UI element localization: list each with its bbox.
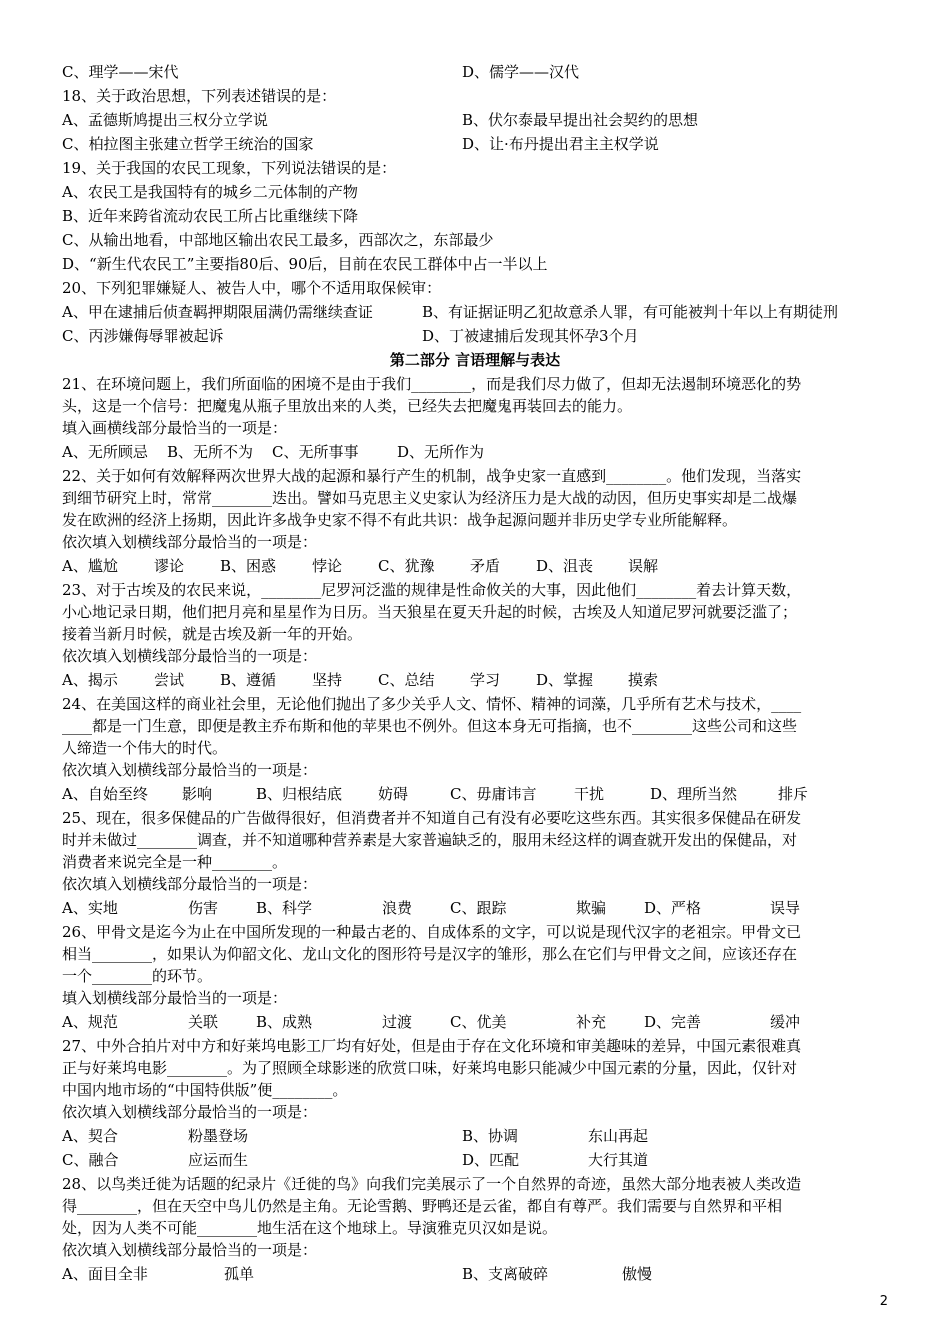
q24-option-b-word2: 妨碍 [378, 785, 409, 803]
q26-options [62, 1012, 892, 1032]
q18-option-c: C、柏拉图主张建立哲学王统治的国家 [62, 135, 314, 153]
q17-option-d: D、儒学——汉代 [462, 63, 580, 81]
q19-option-a: A、农民工是我国特有的城乡二元体制的产物 [62, 183, 358, 201]
q23-option-d-word1: D、掌握 [536, 671, 594, 689]
q28-options [62, 1264, 892, 1284]
q27-options-row2 [62, 1150, 892, 1170]
q24-option-c-word2: 干扰 [574, 785, 605, 803]
q23-prompt: 依次填入划横线部分最恰当的一项是： [62, 647, 318, 665]
q24-stem-line2: ____都是一门生意，即便是教主乔布斯和他的苹果也不例外。但这本身无可指摘，也不________这些公司和这些 [62, 717, 798, 735]
q23-option-b-word1: B、遵循 [220, 671, 277, 689]
q23-options [62, 670, 892, 690]
q26-option-d-word2: 缓冲 [770, 1013, 801, 1031]
q24-option-d-word1: D、理所当然 [650, 785, 738, 803]
q22-option-c-word1: C、犹豫 [378, 557, 435, 575]
q18-option-b: B、伏尔泰最早提出社会契约的思想 [462, 111, 699, 129]
q26-stem-line2: 相当________，如果认为仰韶文化、龙山文化的图形符号是汉字的雏形，那么在它们与甲骨文之间，应该还存在 [62, 945, 798, 963]
q21-stem-line1: 21、在环境问题上，我们所面临的困境不是由于我们________，而是我们尽力做了，但却无法遏制环境恶化的势 [62, 375, 802, 393]
q27-option-b-word1: B、协调 [462, 1127, 519, 1145]
q24-option-a-word2: 影响 [182, 785, 213, 803]
q27-option-b-word2: 东山再起 [588, 1127, 649, 1145]
q27-option-d-word1: D、匹配 [462, 1151, 520, 1169]
q23-option-a-word1: A、揭示 [62, 671, 118, 689]
q24-option-c-word1: C、毋庸讳言 [450, 785, 537, 803]
q24-prompt: 依次填入划横线部分最恰当的一项是： [62, 761, 318, 779]
q24-option-a-word1: A、自始至终 [62, 785, 148, 803]
q26-option-b-word1: B、成熟 [256, 1013, 313, 1031]
q26-prompt: 填入划横线部分最恰当的一项是： [62, 989, 288, 1007]
q18-stem: 18、关于政治思想，下列表述错误的是： [62, 87, 337, 105]
q26-option-a-word2: 关联 [188, 1013, 219, 1031]
section-heading: 第二部分 言语理解与表达 [389, 351, 561, 369]
q23-stem-line1: 23、对于古埃及的农民来说，________尼罗河泛滥的规律是性命攸关的大事，因此他们________着去计算天数， [62, 581, 802, 599]
q25-option-b-word1: B、科学 [256, 899, 313, 917]
q26-option-b-word2: 过渡 [382, 1013, 413, 1031]
q25-option-d-word1: D、严格 [644, 899, 702, 917]
q27-option-d-word2: 大行其道 [588, 1151, 649, 1169]
q25-option-d-word2: 误导 [770, 899, 801, 917]
q27-option-a-word2: 粉墨登场 [188, 1127, 249, 1145]
q21-option-c: C、无所事事 [272, 443, 359, 461]
q28-option-a-word1: A、面目全非 [62, 1265, 148, 1283]
q23-option-c-word2: 学习 [470, 671, 501, 689]
q22-stem-line2: 到细节研究上时，常常________迭出。譬如马克思主义史家认为经济压力是大战的动因，但历史事实却是二战爆 [62, 489, 798, 507]
q24-stem-line1: 24、在美国这样的商业社会里，无论他们抛出了多少关乎人文、情怀、精神的词藻，几乎所有艺术与技术，____ [62, 695, 802, 713]
q20-option-a: A、甲在逮捕后侦查羁押期限届满仍需继续查证 [62, 303, 373, 321]
q25-stem-line1: 25、现在，很多保健品的广告做得很好，但消费者并不知道自己有没有必要吃这些东西。其实很多保健品在研发 [62, 809, 802, 827]
q25-stem-line3: 消费者来说完全是一种________。 [62, 853, 288, 871]
q26-option-d-word1: D、完善 [644, 1013, 702, 1031]
q17-option-c: C、理学——宋代 [62, 63, 179, 81]
q19-option-c: C、从输出地看，中部地区输出农民工最多，西部次之，东部最少 [62, 231, 494, 249]
q28-option-a-word2: 孤单 [224, 1265, 255, 1283]
q25-option-c-word1: C、跟踪 [450, 899, 507, 917]
q28-stem-line1: 28、以鸟类迁徙为话题的纪录片《迁徙的鸟》向我们完美展示了一个自然界的奇迹，虽然大部分地表被人类改造 [62, 1175, 802, 1193]
q28-stem-line3: 处，因为人类不可能________地生活在这个地球上。导演雅克贝汉如是说。 [62, 1219, 558, 1237]
q26-option-c-word1: C、优美 [450, 1013, 507, 1031]
q22-prompt: 依次填入划横线部分最恰当的一项是： [62, 533, 318, 551]
q22-option-b-word1: B、困惑 [220, 557, 277, 575]
q26-stem-line3: 一个________的环节。 [62, 967, 213, 985]
q27-option-c-word1: C、融合 [62, 1151, 119, 1169]
q23-option-d-word2: 摸索 [628, 671, 659, 689]
q21-option-d: D、无所作为 [397, 443, 485, 461]
q27-stem-line3: 中国内地市场的“中国特供版”便________。 [62, 1081, 348, 1099]
q27-stem-line2: 正与好莱坞电影________。为了照顾全球影迷的欣赏口味，好莱坞电影只能减少中国元素的分量，因此，仅针对 [62, 1059, 798, 1077]
q20-option-b: B、有证据证明乙犯故意杀人罪，有可能被判十年以上有期徒刑 [422, 303, 839, 321]
q20-option-c: C、丙涉嫌侮辱罪被起诉 [62, 327, 224, 345]
q22-option-a-word2: 谬论 [154, 557, 185, 575]
q23-option-b-word2: 坚持 [312, 671, 343, 689]
q22-stem-line1: 22、关于如何有效解释两次世界大战的起源和暴行产生的机制，战争史家一直感到________。他们发现，当落实 [62, 467, 802, 485]
q25-stem-line2: 时并未做过________调查，并不知道哪种营养素是大家普遍缺乏的，服用未经这样的调查就开发出的保健品，对 [62, 831, 798, 849]
q27-prompt: 依次填入划横线部分最恰当的一项是： [62, 1103, 318, 1121]
q27-options-row1 [62, 1126, 892, 1146]
q25-prompt: 依次填入划横线部分最恰当的一项是： [62, 875, 318, 893]
q19-option-b: B、近年来跨省流动农民工所占比重继续下降 [62, 207, 359, 225]
page-number: 2 [879, 1294, 888, 1309]
q22-option-d-word2: 误解 [628, 557, 659, 575]
q28-option-b-word2: 傲慢 [622, 1265, 653, 1283]
q24-options [62, 784, 892, 804]
q19-stem: 19、关于我国的农民工现象，下列说法错误的是： [62, 159, 397, 177]
q26-option-c-word2: 补充 [576, 1013, 607, 1031]
q20-stem: 20、下列犯罪嫌疑人、被告人中，哪个不适用取保候审： [62, 279, 442, 297]
q21-options [62, 442, 892, 462]
q23-stem-line3: 接着当新月时候，就是古埃及新一年的开始。 [62, 625, 363, 643]
q25-option-c-word2: 欺骗 [576, 899, 607, 917]
q22-option-d-word1: D、沮丧 [536, 557, 594, 575]
q28-option-b-word1: B、支离破碎 [462, 1265, 549, 1283]
q22-stem-line3: 发在欧洲的经济上扬期，因此许多战争史家不得不有此共识：战争起源问题并非历史学专业所能解释。 [62, 511, 738, 529]
q22-option-a-word1: A、尴尬 [62, 557, 118, 575]
q25-option-a-word2: 伤害 [188, 899, 219, 917]
q23-option-c-word1: C、总结 [378, 671, 435, 689]
q28-prompt: 依次填入划横线部分最恰当的一项是： [62, 1241, 318, 1259]
q28-stem-line2: 得________，但在天空中鸟儿仍然是主角。无论雪鹅、野鸭还是云雀，都自有尊严。我们需要与自然界和平相 [62, 1197, 783, 1215]
q24-option-d-word2: 排斥 [778, 785, 809, 803]
q26-stem-line1: 26、甲骨文是迄今为止在中国所发现的一种最古老的、自成体系的文字，可以说是现代汉字的老祖宗。甲骨文已 [62, 923, 802, 941]
q27-stem-line1: 27、中外合拍片对中方和好莱坞电影工厂均有好处，但是由于存在文化环境和审美趣味的差异，中国元素很难真 [62, 1037, 802, 1055]
q21-option-b: B、无所不为 [167, 443, 254, 461]
q19-option-d: D、“新生代农民工”主要指80后、90后，目前在农民工群体中占一半以上 [62, 255, 548, 273]
q24-option-b-word1: B、归根结底 [256, 785, 343, 803]
q20-option-d: D、丁被逮捕后发现其怀孕3个月 [422, 327, 639, 345]
q27-option-a-word1: A、契合 [62, 1127, 118, 1145]
q24-stem-line3: 人缔造一个伟大的时代。 [62, 739, 228, 757]
q22-options [62, 556, 892, 576]
q21-prompt: 填入画横线部分最恰当的一项是： [62, 419, 288, 437]
q22-option-c-word2: 矛盾 [470, 557, 501, 575]
q25-option-a-word1: A、实地 [62, 899, 118, 917]
q25-options [62, 898, 892, 918]
q26-option-a-word1: A、规范 [62, 1013, 118, 1031]
q27-option-c-word2: 应运而生 [188, 1151, 249, 1169]
q25-option-b-word2: 浪费 [382, 899, 413, 917]
q21-stem-line2: 头，这是一个信号：把魔鬼从瓶子里放出来的人类，已经失去把魔鬼再装回去的能力。 [62, 397, 633, 415]
q18-option-a: A、孟德斯鸠提出三权分立学说 [62, 111, 268, 129]
q23-option-a-word2: 尝试 [154, 671, 185, 689]
q21-option-a: A、无所顾忌 [62, 443, 148, 461]
q18-option-d: D、让·布丹提出君主主权学说 [462, 135, 659, 153]
q22-option-b-word2: 悖论 [312, 557, 343, 575]
q23-stem-line2: 小心地记录日期，他们把月亮和星星作为日历。当天狼星在夏天升起的时候，古埃及人知道尼罗河就要泛滥了； [62, 603, 798, 621]
